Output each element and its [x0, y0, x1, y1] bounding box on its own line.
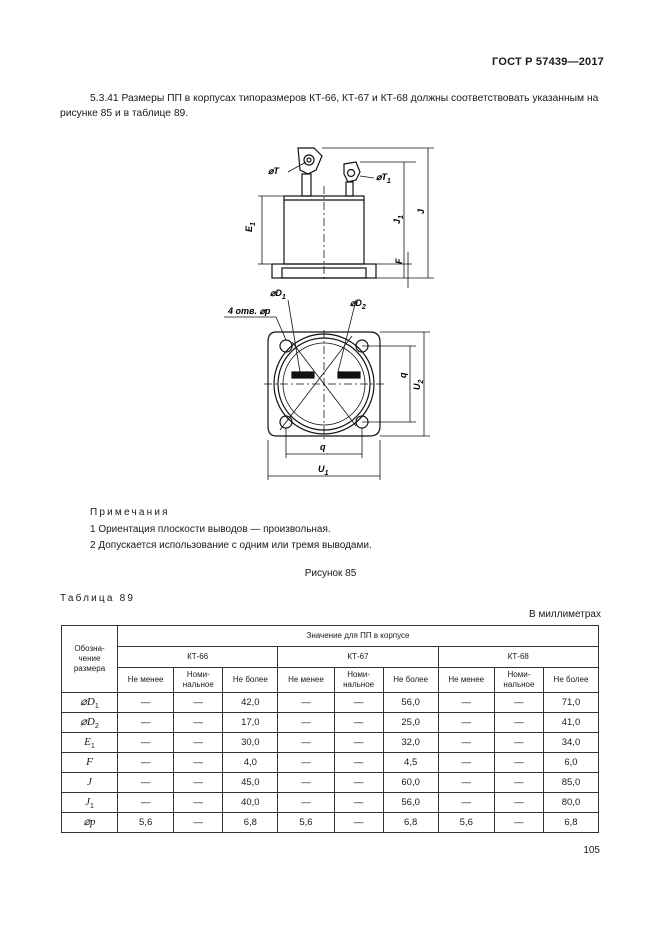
label-u1: $U_1$	[318, 464, 329, 477]
value-cell: —	[438, 713, 494, 733]
label-e1: $E_1$	[244, 222, 257, 232]
param-cell	[62, 713, 118, 733]
value-cell: —	[438, 773, 494, 793]
value-cell: 6,0	[543, 753, 598, 773]
header-case: КТ-68	[438, 647, 598, 668]
value-cell: 80,0	[543, 793, 598, 813]
param-symbol: E	[84, 735, 91, 748]
header-case: КТ-67	[278, 647, 438, 668]
value-cell: 5,6	[118, 813, 174, 833]
value-cell: —	[494, 793, 543, 813]
value-cell: 6,8	[383, 813, 438, 833]
header-subcolumn: Не более	[223, 668, 278, 693]
value-cell: 32,0	[383, 733, 438, 753]
value-cell: —	[438, 753, 494, 773]
value-cell: 45,0	[223, 773, 278, 793]
value-cell: —	[278, 713, 334, 733]
value-cell: —	[334, 793, 383, 813]
param-subscript: 1	[90, 742, 95, 750]
value-cell: —	[334, 693, 383, 713]
table-row	[62, 813, 599, 833]
param-cell	[62, 813, 118, 833]
value-cell: —	[278, 733, 334, 753]
value-cell: —	[334, 813, 383, 833]
label-q-horizontal: q	[320, 442, 326, 452]
value-cell: —	[174, 813, 223, 833]
value-cell: —	[118, 693, 174, 713]
value-cell: —	[438, 793, 494, 813]
table-row	[62, 693, 599, 713]
top-view	[264, 330, 384, 440]
header-subcolumn: Номи- нальное	[174, 668, 223, 693]
value-cell: 41,0	[543, 713, 598, 733]
value-cell: —	[494, 713, 543, 733]
value-cell: 56,0	[383, 693, 438, 713]
table-row	[62, 793, 599, 813]
value-cell: 6,8	[223, 813, 278, 833]
label-j: J	[416, 208, 426, 214]
table-units: В миллиметрах	[529, 609, 601, 620]
value-cell: —	[174, 713, 223, 733]
value-cell: —	[118, 793, 174, 813]
param-subscript: 1	[94, 702, 99, 710]
top-dimensions	[224, 300, 430, 480]
value-cell: —	[438, 693, 494, 713]
param-cell	[62, 773, 118, 793]
intro-paragraph: 5.3.41 Размеры ПП в корпусах типоразмеров КТ-66, КТ-67 и КТ-68 должны соответствовать указанным на рисунке 85 и в таблице 89.	[60, 93, 599, 119]
label-f: F	[394, 258, 404, 264]
value-cell: 5,6	[438, 813, 494, 833]
param-cell	[62, 733, 118, 753]
value-cell: —	[438, 733, 494, 753]
label-u2: $U_2$	[412, 379, 425, 390]
value-cell: 85,0	[543, 773, 598, 793]
value-cell: —	[494, 773, 543, 793]
header-subcolumn: Не менее	[438, 668, 494, 693]
value-cell: —	[334, 733, 383, 753]
param-symbol: J	[87, 775, 92, 788]
param-cell	[62, 753, 118, 773]
value-cell: —	[334, 753, 383, 773]
label-q-vertical: q	[398, 372, 408, 378]
table-row	[62, 713, 599, 733]
table-title: Таблица 89	[60, 593, 136, 604]
value-cell: 5,6	[278, 813, 334, 833]
header-subcolumn: Номи- нальное	[334, 668, 383, 693]
value-cell: —	[494, 753, 543, 773]
value-cell: 25,0	[383, 713, 438, 733]
value-cell: —	[278, 753, 334, 773]
label-holes: 4 отв. ⌀p	[228, 306, 271, 316]
table-row	[62, 753, 599, 773]
header-subcolumn: Не менее	[278, 668, 334, 693]
param-cell	[62, 693, 118, 713]
value-cell: —	[174, 773, 223, 793]
table-row	[62, 773, 599, 793]
label-t: ⌀T	[268, 166, 279, 176]
value-cell: —	[494, 693, 543, 713]
header-subcolumn: Номи- нальное	[494, 668, 543, 693]
header-subcolumn: Не менее	[118, 668, 174, 693]
label-d1: $⌀D_1$	[270, 288, 286, 301]
page-number: 105	[583, 845, 600, 856]
notes-title: Примечания	[90, 507, 170, 518]
param-symbol: F	[86, 755, 93, 768]
value-cell: —	[494, 733, 543, 753]
value-cell: —	[174, 693, 223, 713]
value-cell: —	[334, 713, 383, 733]
param-cell	[62, 793, 118, 813]
value-cell: —	[174, 753, 223, 773]
header-designation: Обозна- чение размера	[62, 626, 118, 693]
table-row	[62, 733, 599, 753]
label-j1: $J_1$	[392, 215, 405, 224]
param-symbol: J	[85, 795, 90, 808]
value-cell: 40,0	[223, 793, 278, 813]
header-subcolumn: Не более	[383, 668, 438, 693]
value-cell: —	[174, 733, 223, 753]
document-header: ГОСТ Р 57439—2017	[492, 56, 604, 68]
value-cell: —	[118, 773, 174, 793]
label-t1: $⌀T_1$	[376, 172, 391, 185]
value-cell: —	[118, 733, 174, 753]
value-cell: —	[494, 813, 543, 833]
value-cell: 17,0	[223, 713, 278, 733]
header-case: КТ-66	[118, 647, 278, 668]
value-cell: 4,5	[383, 753, 438, 773]
param-symbol: ⌀p	[83, 816, 96, 829]
param-symbol: ⌀D	[80, 716, 95, 729]
value-cell: 60,0	[383, 773, 438, 793]
value-cell: —	[278, 693, 334, 713]
value-cell: 71,0	[543, 693, 598, 713]
note-item-2: 2 Допускается использование с одним или тремя выводами.	[90, 540, 372, 551]
figure-caption: Рисунок 85	[304, 568, 357, 579]
value-cell: —	[278, 773, 334, 793]
value-cell: 56,0	[383, 793, 438, 813]
note-item-1: 1 Ориентация плоскости выводов — произвольная.	[90, 524, 331, 535]
header-value: Значение для ПП в корпусе	[118, 626, 599, 647]
value-cell: 6,8	[543, 813, 598, 833]
value-cell: —	[118, 713, 174, 733]
param-subscript: 2	[94, 722, 99, 730]
side-view	[272, 148, 376, 280]
value-cell: —	[334, 773, 383, 793]
value-cell: —	[118, 753, 174, 773]
value-cell: —	[174, 793, 223, 813]
label-d2: $⌀D_2$	[350, 298, 366, 311]
header-subcolumn: Не более	[543, 668, 598, 693]
value-cell: —	[278, 793, 334, 813]
dimensions-table	[61, 625, 599, 833]
value-cell: 34,0	[543, 733, 598, 753]
value-cell: 30,0	[223, 733, 278, 753]
value-cell: 42,0	[223, 693, 278, 713]
param-subscript: 1	[89, 802, 94, 810]
param-symbol: ⌀D	[80, 696, 95, 709]
figure-drawing	[220, 140, 450, 480]
value-cell: 4,0	[223, 753, 278, 773]
